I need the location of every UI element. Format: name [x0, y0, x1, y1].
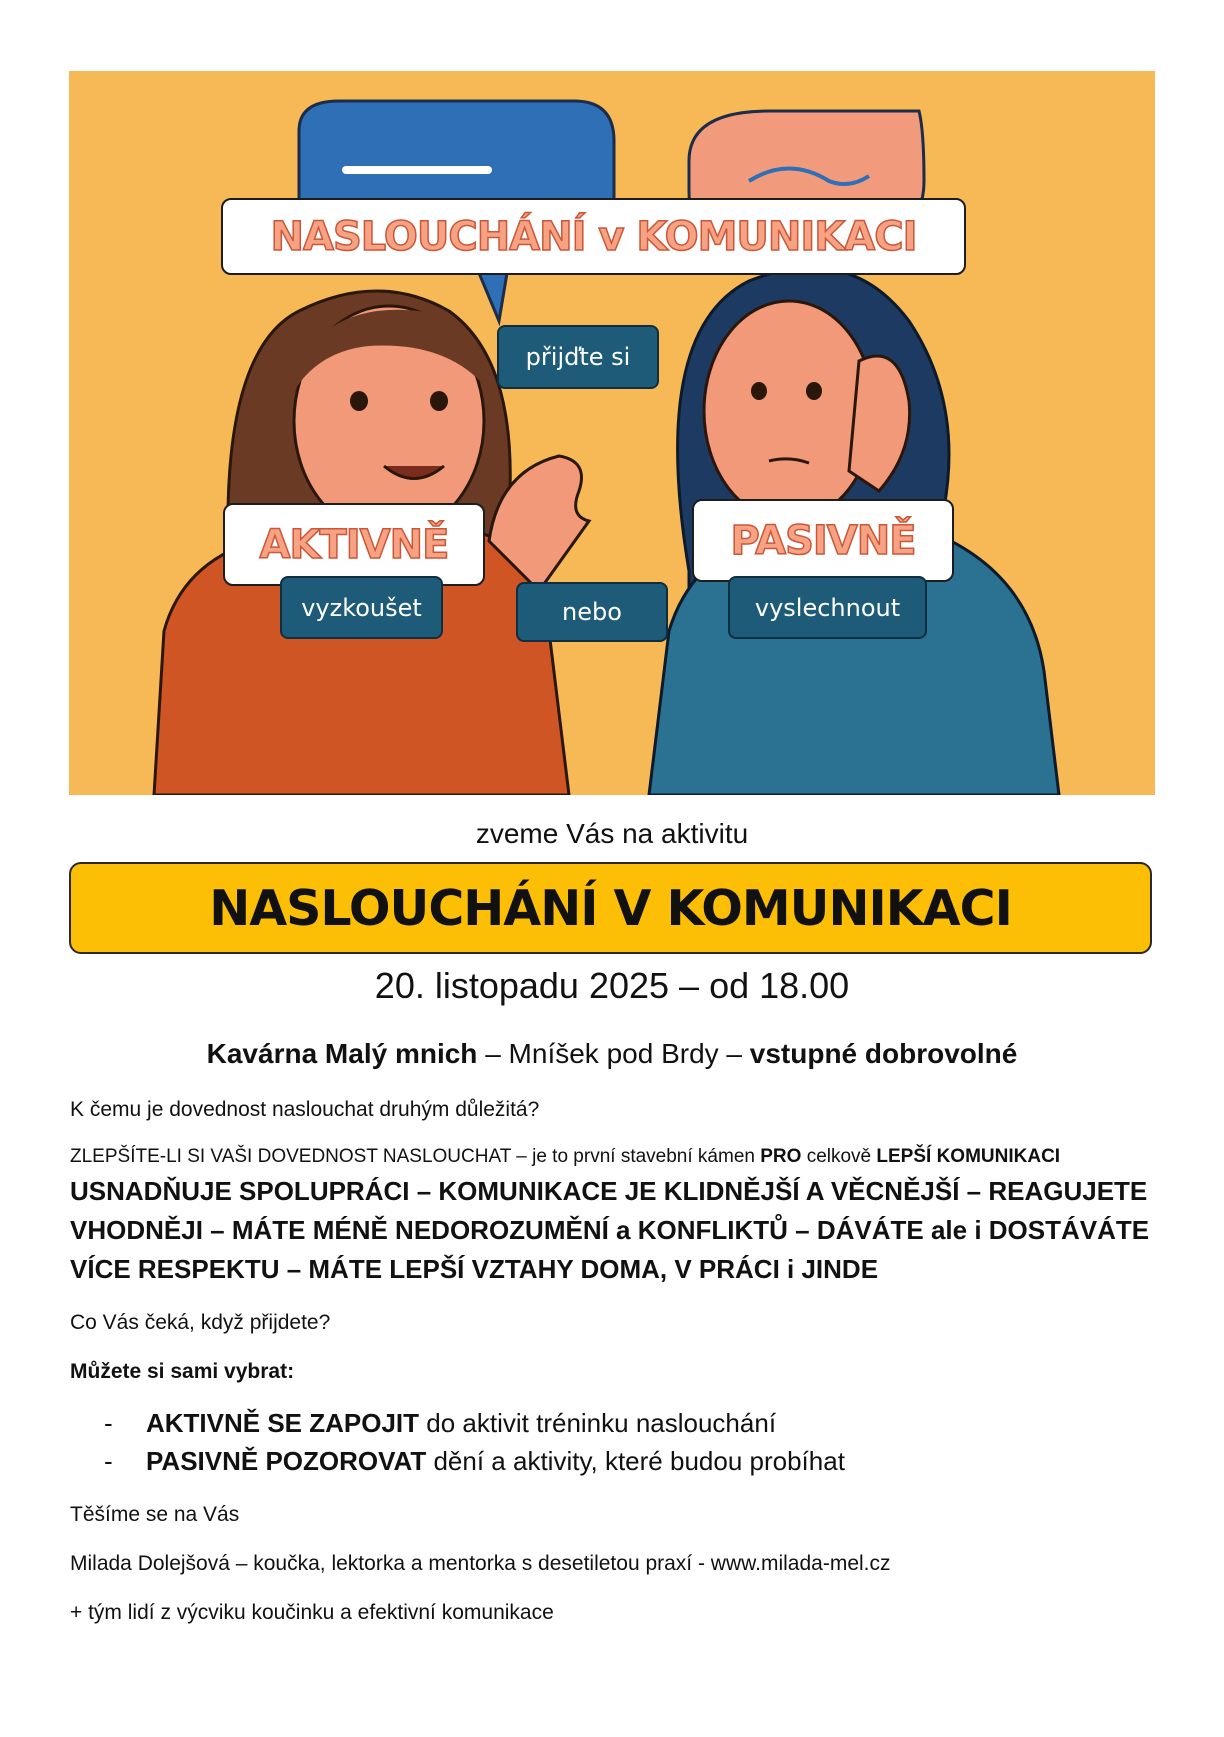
- page-title: NASLOUCHÁNÍ V KOMUNIKACI: [209, 879, 1012, 937]
- option-bold: PASIVNĚ POZOROVAT: [146, 1446, 427, 1476]
- place-town: – Mníšek pod Brdy –: [477, 1038, 750, 1069]
- team-text: + tým lidí z výcviku koučinku a efektivní komunikace: [70, 1601, 554, 1624]
- choose-text: Můžete si sami vybrat:: [70, 1360, 295, 1383]
- improve-text-2: celkově: [801, 1146, 877, 1167]
- list-item: [104, 1408, 776, 1439]
- invite-text: zveme Vás na aktivitu: [475, 818, 749, 849]
- entry-fee: vstupné dobrovolné: [749, 1038, 1018, 1069]
- improve-bold-2: LEPŠÍ KOMUNIKACI: [876, 1146, 1061, 1167]
- improve-bold-1: PRO: [760, 1146, 802, 1167]
- option-rest: dění a aktivity, které budou probíhat: [426, 1446, 845, 1476]
- improve-line: [70, 1146, 1170, 1168]
- list-dash: -: [104, 1446, 113, 1476]
- venue: Kavárna Malý mnich: [206, 1038, 478, 1069]
- tag-come: přijďte si: [497, 325, 659, 389]
- label-passive: PASIVNĚ: [730, 517, 916, 564]
- looking-forward-text: Těšíme se na Vás: [70, 1503, 240, 1526]
- tag-try: vyzkoušet: [280, 576, 443, 639]
- title-bar: [69, 862, 1152, 954]
- improve-text-1: ZLEPŠÍTE-LI SI VAŠI DOVEDNOST NASLOUCHAT – je to první stavební kámen: [70, 1146, 761, 1167]
- label-passive-box: [692, 499, 954, 582]
- label-active: AKTIVNĚ: [259, 521, 449, 568]
- hero-title-box: [221, 198, 966, 275]
- option-bold: AKTIVNĚ SE ZAPOJIT: [146, 1408, 420, 1438]
- option-rest: do aktivit tréninku naslouchání: [419, 1408, 777, 1438]
- tag-listen: vyslechnout: [728, 576, 927, 639]
- question-text: K čemu je dovednost naslouchat druhým důležitá?: [70, 1098, 540, 1121]
- illustration-art: [69, 71, 1155, 795]
- event-date: 20. listopadu 2025 – od 18.00: [374, 965, 850, 1006]
- list-dash: -: [104, 1408, 113, 1438]
- list-item: [104, 1446, 845, 1477]
- hero-illustration: [69, 71, 1155, 795]
- label-active-box: [223, 503, 485, 586]
- what-awaits-text: Co Vás čeká, když přijdete?: [70, 1311, 331, 1334]
- event-place: [0, 1038, 1224, 1070]
- tag-or: nebo: [516, 582, 668, 642]
- hero-title: NASLOUCHÁNÍ v KOMUNIKACI: [270, 213, 917, 260]
- signature-text: Milada Dolejšová – koučka, lektorka a mentorka s desetiletou praxí - www.milada-mel.cz: [70, 1552, 891, 1575]
- benefits-text: USNADŇUJE SPOLUPRÁCI – KOMUNIKACE JE KLIDNĚJŠÍ A VĚCNĚJŠÍ – REAGUJETE VHODNĚJI – MÁTE MÉNĚ NEDOROZUMĚNÍ a KONFLIKTŮ – DÁVÁTE ale i DOSTÁVÁTE VÍCE RESPEKTU – MÁTE LEPŠÍ VZTAHY DOMA, V PRÁCI i JINDE: [70, 1176, 1150, 1284]
